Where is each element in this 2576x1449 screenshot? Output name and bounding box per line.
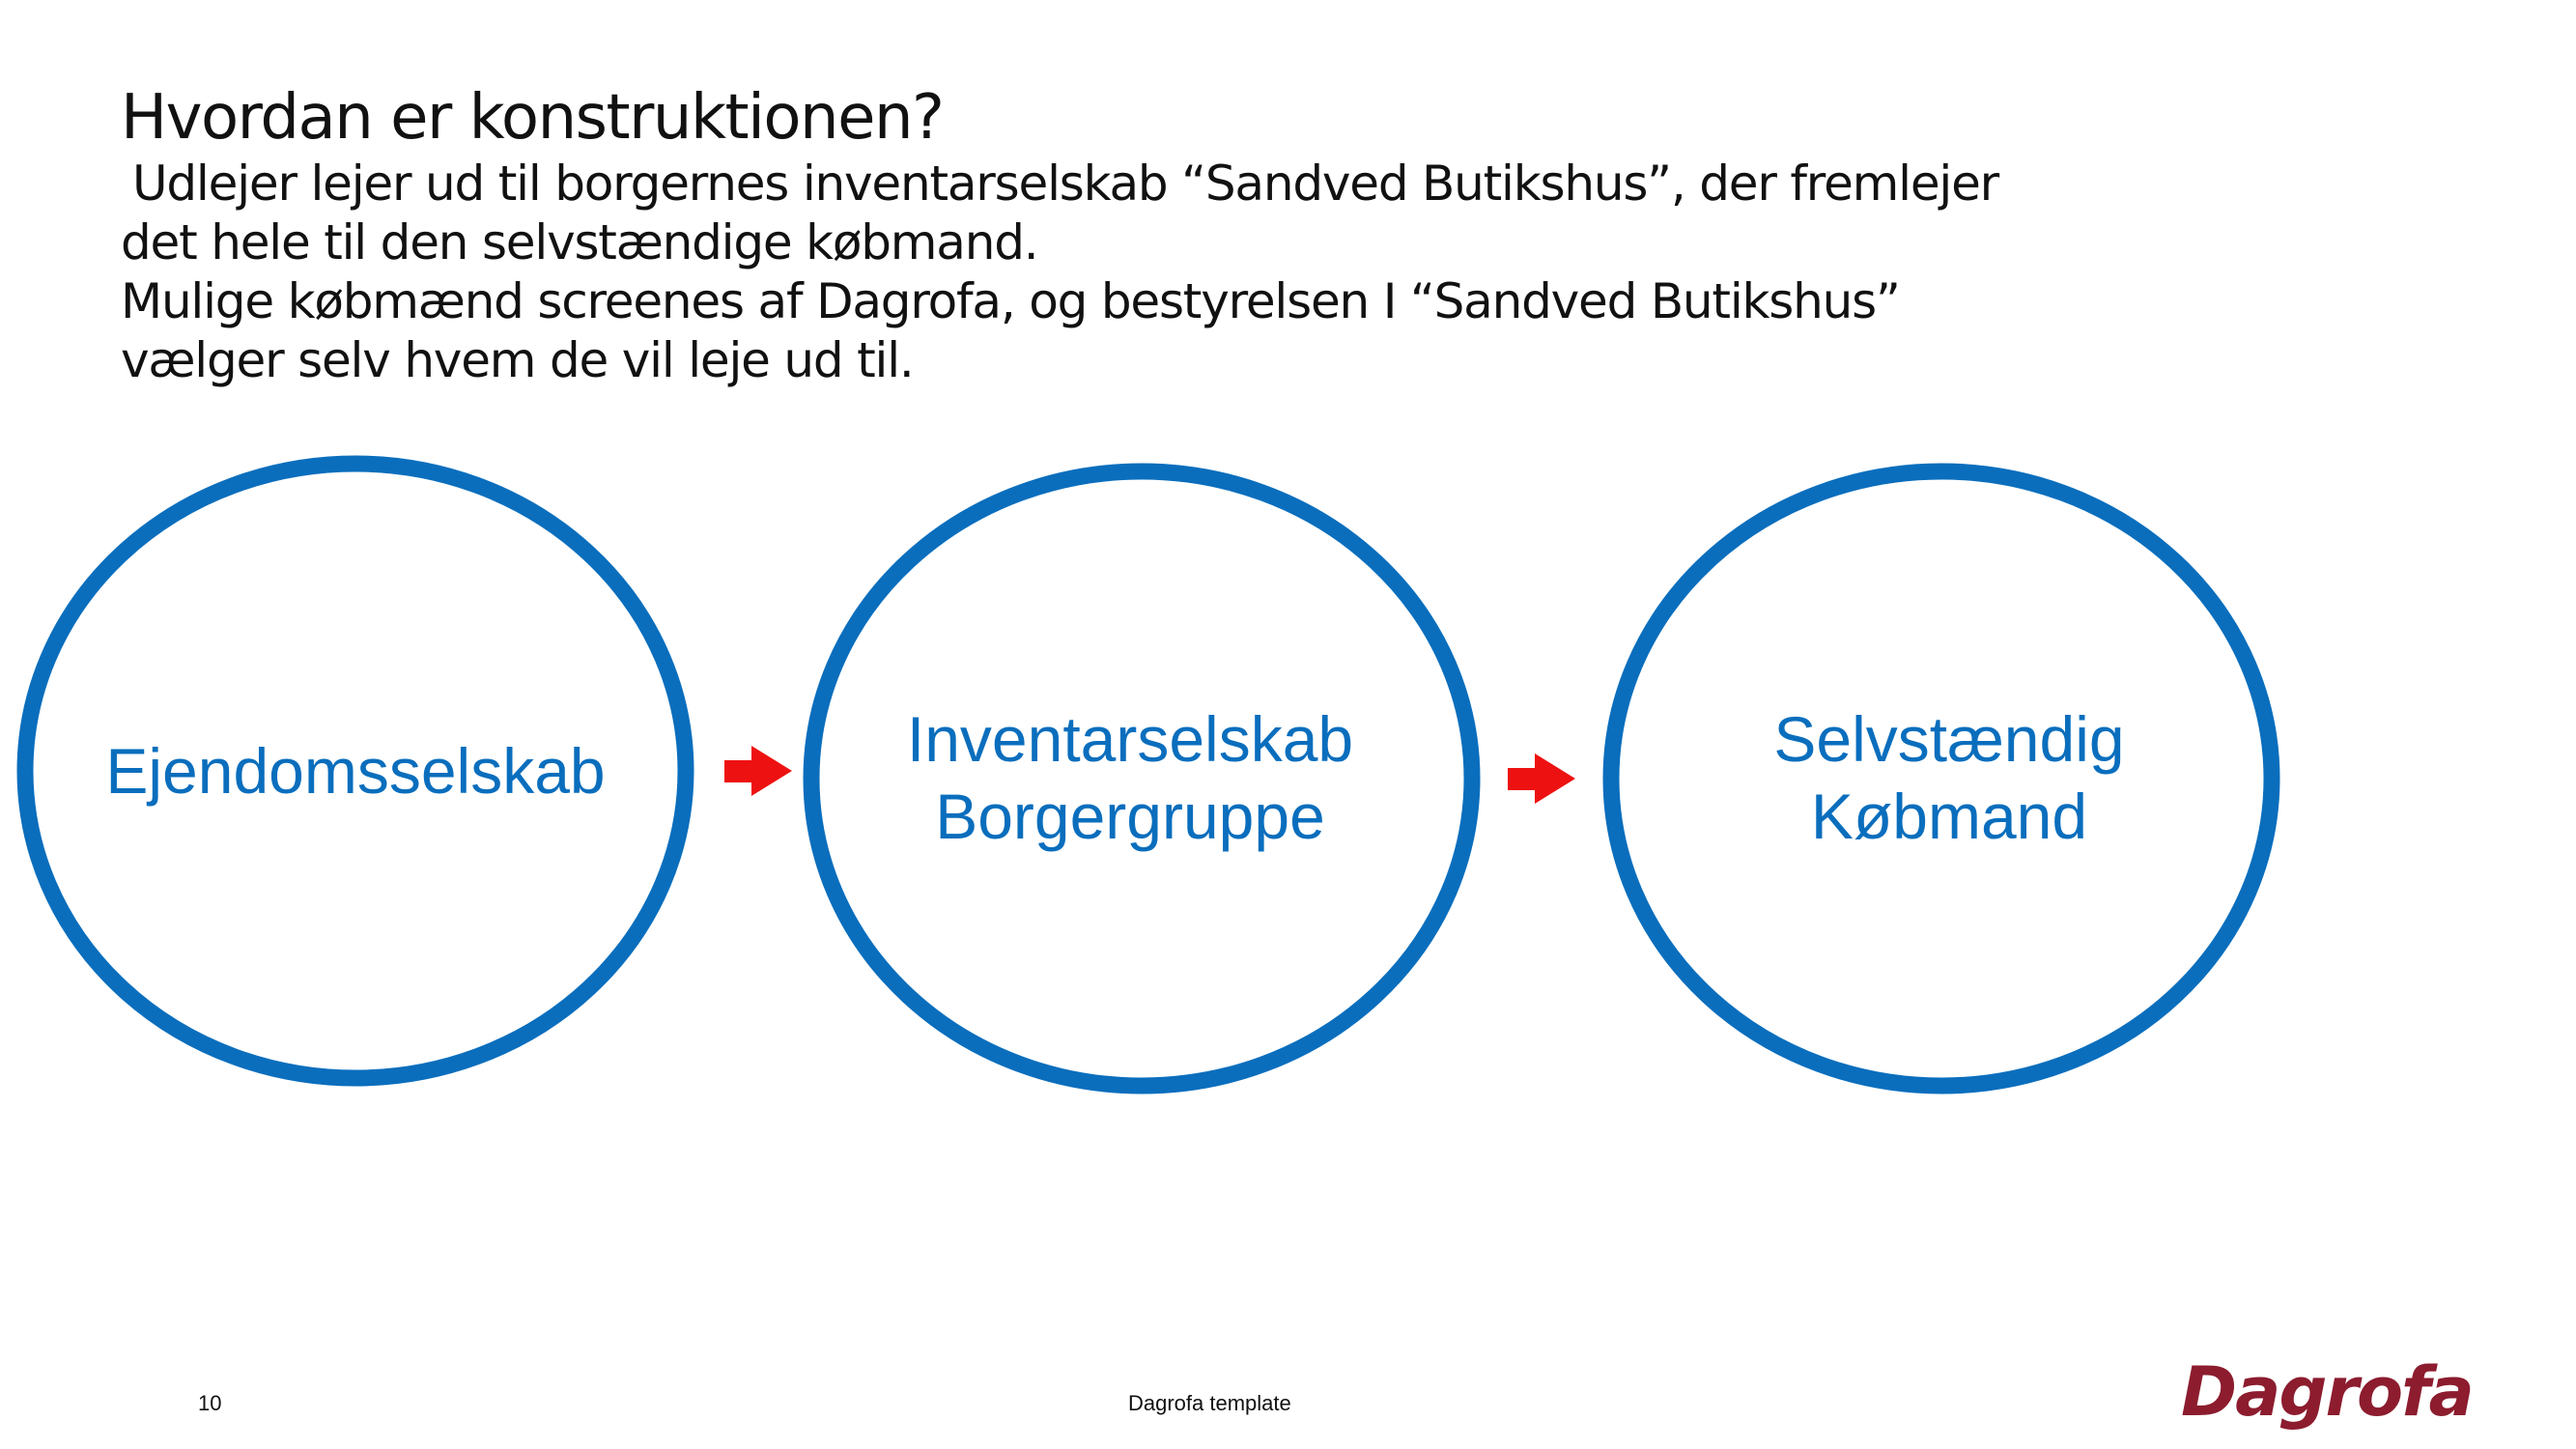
node-label-line: Ejendomsselskab (105, 735, 606, 807)
arrow-right-icon (1508, 753, 1575, 804)
body-line-2: det hele til den selvstændige købmand. (121, 214, 1038, 270)
slide-title: Hvordan er konstruktionen? (121, 82, 944, 154)
body-line-1: Udlejer lejer ud til borgernes inventarselskab “Sandved Butikshus”, der fremlejer (132, 156, 1998, 212)
node-label-line: Selvstændig (1773, 703, 2125, 775)
node-label-ejendomsselskab (66, 732, 645, 810)
node-label-line: Købmand (1810, 781, 2088, 852)
node-label-inventarselskab (840, 700, 1420, 855)
arrow-right-icon (724, 746, 792, 796)
node-label-line: Inventarselskab (906, 703, 1354, 775)
body-line-4: vælger selv hvem de vil leje ud til. (121, 332, 914, 388)
footer-template-label: Dagrofa template (1128, 1391, 1291, 1415)
node-label-line: Borgergruppe (935, 781, 1325, 852)
page-number: 10 (198, 1391, 222, 1415)
body-line-3: Mulige købmænd screenes af Dagrofa, og bestyrelsen I “Sandved Butikshus” (121, 273, 1900, 329)
node-label-selvstaendig (1659, 700, 2239, 855)
dagrofa-logo: Dagrofa (2181, 1352, 2473, 1432)
